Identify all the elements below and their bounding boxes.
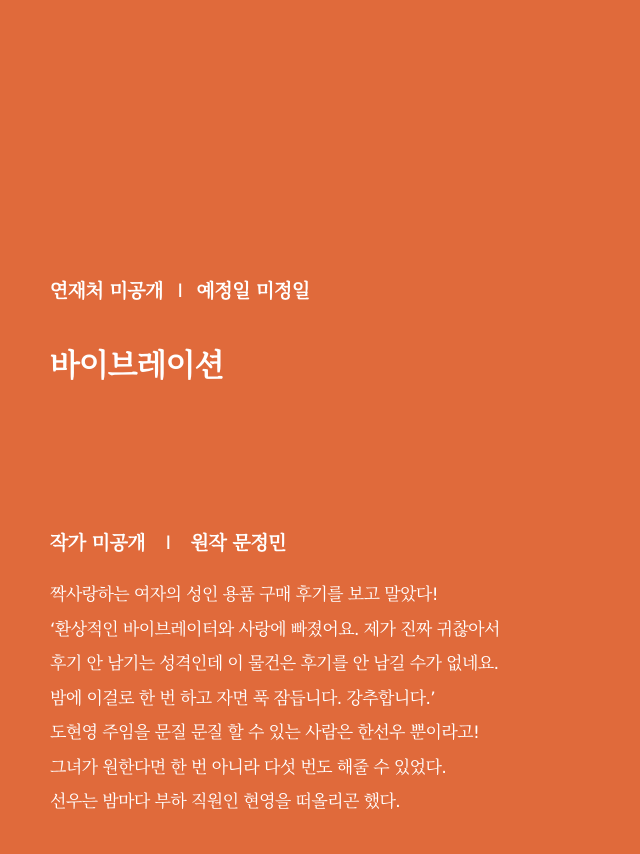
release-info [50,276,310,303]
credits-separator: I [165,532,171,554]
publisher-value: 미공개 [109,280,164,302]
author-label: 작가 [50,532,86,554]
synopsis-line: 짝사랑하는 여자의 성인 용품 구매 후기를 보고 말았다! [50,585,438,605]
credits-info [50,528,286,555]
original-label: 원작 [190,532,227,554]
publisher-label: 연재처 [50,280,104,302]
meta-separator: I [177,280,183,302]
synopsis-line: 후기 안 남기는 성격인데 이 물건은 후기를 안 남길 수가 없네요. [50,654,499,674]
synopsis-line: 도현영 주임을 문질 문질 할 수 있는 사람은 한선우 뿐이라고! [50,723,480,743]
synopsis-line: ‘환상적인 바이브레이터와 사랑에 빠졌어요. 제가 진짜 귀찮아서 [50,619,500,640]
synopsis [50,578,610,820]
date-label: 예정일 [196,280,251,302]
synopsis-line: 선우는 밤마다 부하 직원인 현영을 떠올리곤 했다. [50,792,401,812]
synopsis-line: 밤에 이걸로 한 번 하고 자면 푹 잠듭니다. 강추합니다.’ [50,688,436,709]
author-value: 미공개 [91,532,146,554]
original-value: 문정민 [232,532,287,554]
work-title: 바이브레이션 [50,348,224,384]
synopsis-line: 그녀가 원한다면 한 번 아니라 다섯 번도 해줄 수 있었다. [50,757,447,778]
date-value: 미정일 [256,280,310,302]
